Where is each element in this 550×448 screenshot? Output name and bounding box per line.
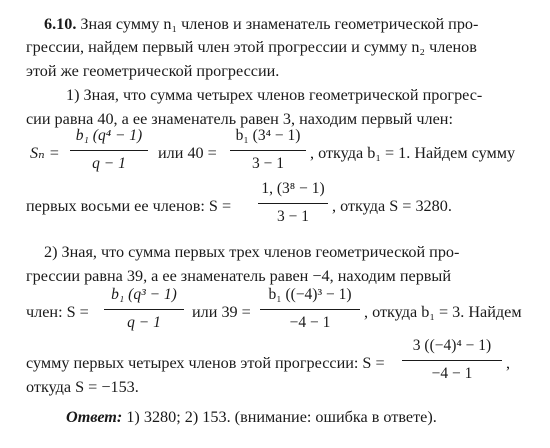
p2-fraction-1: [104, 286, 184, 338]
part1-line-1: 1) Зная, что сумма четырех членов геометрической прогрес-: [66, 86, 483, 104]
p1-f3-denominator: 3 − 1: [277, 208, 309, 225]
part2-line-2: грессии равна 39, а ее знаменатель равен −4, находим первый: [26, 267, 451, 285]
p2-line-3: член: S =: [26, 303, 89, 321]
fraction-bar: [402, 360, 502, 361]
p2-f1-numerator: b₁ (q³ − 1): [111, 286, 177, 303]
p1-fraction-3: [258, 180, 328, 232]
p2-line-4: сумму первых четырех членов этой прогрессии: S =: [26, 354, 385, 372]
p1-fraction-2: [230, 127, 306, 179]
fraction-bar: [230, 150, 306, 151]
p2-f2-denominator: −4 − 1: [289, 314, 331, 331]
p1-f1-numerator: b₁ (q⁴ − 1): [75, 127, 143, 144]
problem-line-3: этой же геометрической прогрессии.: [26, 62, 280, 80]
p2-formula-tail: , откуда b₁ = 3. Найдем: [364, 303, 522, 321]
p1-f2-numerator: b₁ (3⁴ − 1): [235, 127, 301, 144]
p2-fraction-2: [260, 286, 360, 338]
fraction-bar: [260, 309, 360, 310]
part2-line-5: откуда S = −153.: [26, 378, 139, 396]
problem-number: 6.10.: [44, 15, 77, 33]
p2-f1-denominator: q − 1: [127, 314, 161, 331]
p2-f3-tail: ,: [506, 354, 511, 372]
fraction-bar: [70, 150, 148, 151]
problem-line-2: грессии, найдем первый член этой прогрессии и сумму n₂ членов: [26, 38, 477, 56]
problem-intro-1: Зная сумму n₁ членов и знаменатель геометрической про-: [80, 15, 479, 33]
answer-text: 1) 3280; 2) 153. (внимание: ошибка в ответе).: [126, 408, 437, 426]
answer-label: Ответ:: [66, 408, 123, 426]
p1-line-3: первых восьми ее членов: S =: [26, 197, 232, 215]
p1-f2-denominator: 3 − 1: [252, 155, 284, 172]
problem-line-1: [44, 14, 478, 34]
p1-formula-lhs: Sₙ =: [30, 144, 60, 162]
fraction-bar: [104, 309, 184, 310]
answer-line: [66, 407, 437, 427]
p1-f1-denominator: q − 1: [92, 155, 126, 172]
part2-line-1: 2) Зная, что сумма первых трех членов геометрической про-: [44, 243, 460, 261]
p1-formula-tail: , откуда b₁ = 1. Найдем сумму: [310, 144, 516, 162]
p2-f2-numerator: b₁ ((−4)³ − 1): [268, 286, 352, 303]
p1-formula-mid: или 40 =: [158, 144, 217, 162]
p2-fraction-3: [402, 337, 502, 389]
fraction-bar: [258, 203, 328, 204]
p1-line-3-tail: , откуда S = 3280.: [332, 197, 452, 215]
p1-f3-numerator: 1, (3⁸ − 1): [261, 180, 325, 197]
p2-formula-mid: или 39 =: [192, 303, 251, 321]
part1-line-2: сии равна 40, а ее знаменатель равен 3, находим первый член:: [26, 110, 453, 128]
p2-f3-numerator: 3 ((−4)⁴ − 1): [412, 337, 492, 354]
p1-fraction-1: [70, 127, 148, 179]
p2-f3-denominator: −4 − 1: [431, 365, 473, 382]
